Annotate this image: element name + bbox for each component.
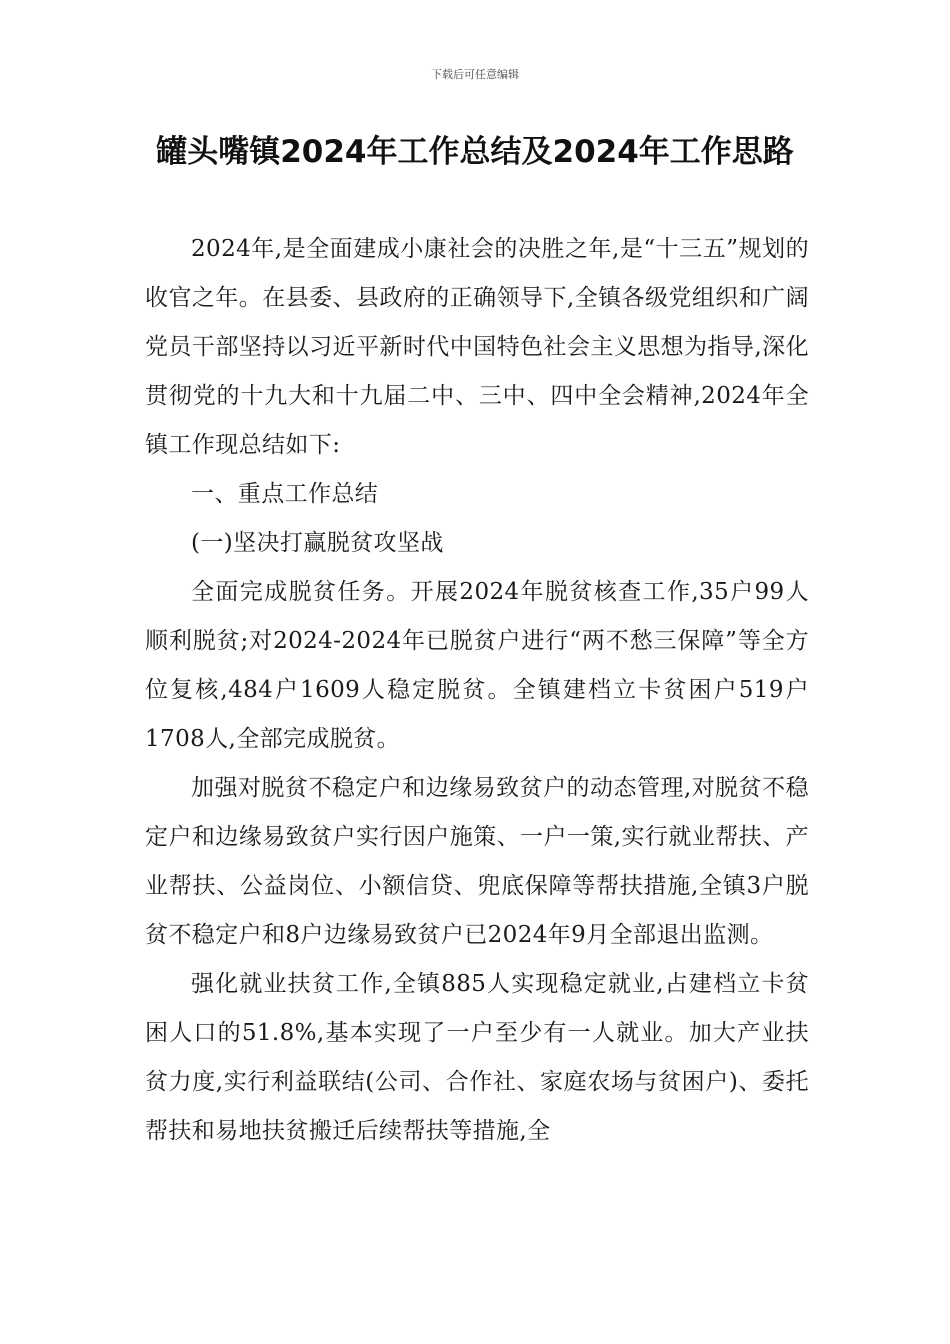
header-note: 下载后可任意编辑 — [431, 68, 519, 81]
document-title: 罐头嘴镇2024年工作总结及2024年工作思路 — [156, 134, 794, 170]
paragraph-poverty-tasks: 全面完成脱贫任务。开展2024年脱贫核查工作,35户99人顺利脱贫;对2024-2024年已脱贫户进行“两不愁三保障”等全方位复核,484户1609人稳定脱贫。全镇建档立卡贫困户519户1708人,全部完成脱贫。 — [145, 579, 809, 752]
paragraph-intro: 2024年,是全面建成小康社会的决胜之年,是“十三五”规划的收官之年。在县委、县政府的正确领导下,全镇各级党组织和广阔党员干部坚持以习近平新时代中国特色社会主义思想为指导,深化贯彻党的十九大和十九届二中、三中、四中全会精神,2024年全镇工作现总结如下: — [145, 236, 809, 458]
subsection-heading: (一)坚决打赢脱贫攻坚战 — [191, 530, 444, 556]
section-heading: 一、重点工作总结 — [191, 481, 379, 507]
paragraph-dynamic-management: 加强对脱贫不稳定户和边缘易致贫户的动态管理,对脱贫不稳定户和边缘易致贫户实行因户施策、一户一策,实行就业帮扶、产业帮扶、公益岗位、小额信贷、兜底保障等帮扶措施,全镇3户脱贫不稳定户和8户边缘易致贫户已2024年9月全部退出监测。 — [145, 775, 809, 948]
paragraph-employment: 强化就业扶贫工作,全镇885人实现稳定就业,占建档立卡贫困人口的51.8%,基本实现了一户至少有一人就业。加大产业扶贫力度,实行利益联结(公司、合作社、家庭农场与贫困户)、委托帮扶和易地扶贫搬迁后续帮扶等措施,全 — [145, 971, 809, 1144]
document-body — [145, 225, 809, 1156]
